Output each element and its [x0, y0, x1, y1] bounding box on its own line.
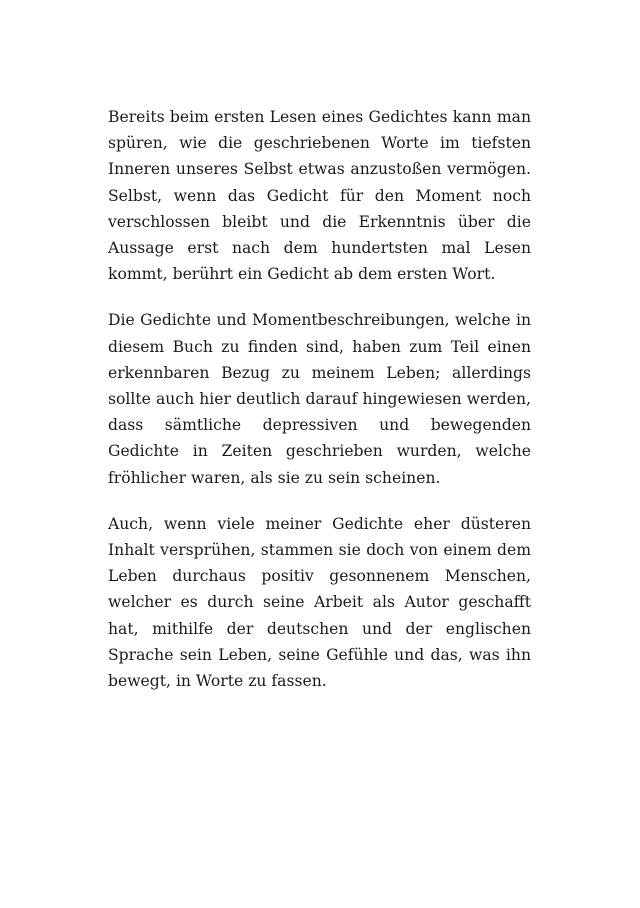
body-text — [108, 104, 531, 714]
paragraph-2: Die Gedichte und Momentbeschreibungen, welche in diesem Buch zu finden sind, haben zum Teil einen erkennbaren Bezug zu meinem Leben; allerdings sollte auch hier deutlich darauf hingewiesen werden, dass sämtliche depressiven und bewegenden Gedichte in Zeiten geschrieben wurden, welche fröhlicher waren, als sie zu sein scheinen. — [108, 311, 531, 487]
paragraph-1: Bereits beim ersten Lesen eines Gedichtes kann man spüren, wie die geschriebenen Worte im tiefsten Inneren unseres Selbst etwas anzustoßen vermögen. Selbst, wenn das Gedicht für den Moment noch verschlossen bleibt und die Erkenntnis über die Aussage erst nach dem hundertsten mal Lesen kommt, berührt ein Gedicht ab dem ersten Wort. — [108, 108, 531, 284]
paragraph-3: Auch, wenn viele meiner Gedichte eher düsteren Inhalt versprühen, stammen sie doch von einem dem Leben durchaus positiv gesonnenem Menschen, welcher es durch seine Arbeit als Autor geschafft hat, mithilfe der deutschen und der englischen Sprache sein Leben, seine Gefühle und das, was ihn bewegt, in Worte zu fassen. — [108, 514, 531, 691]
